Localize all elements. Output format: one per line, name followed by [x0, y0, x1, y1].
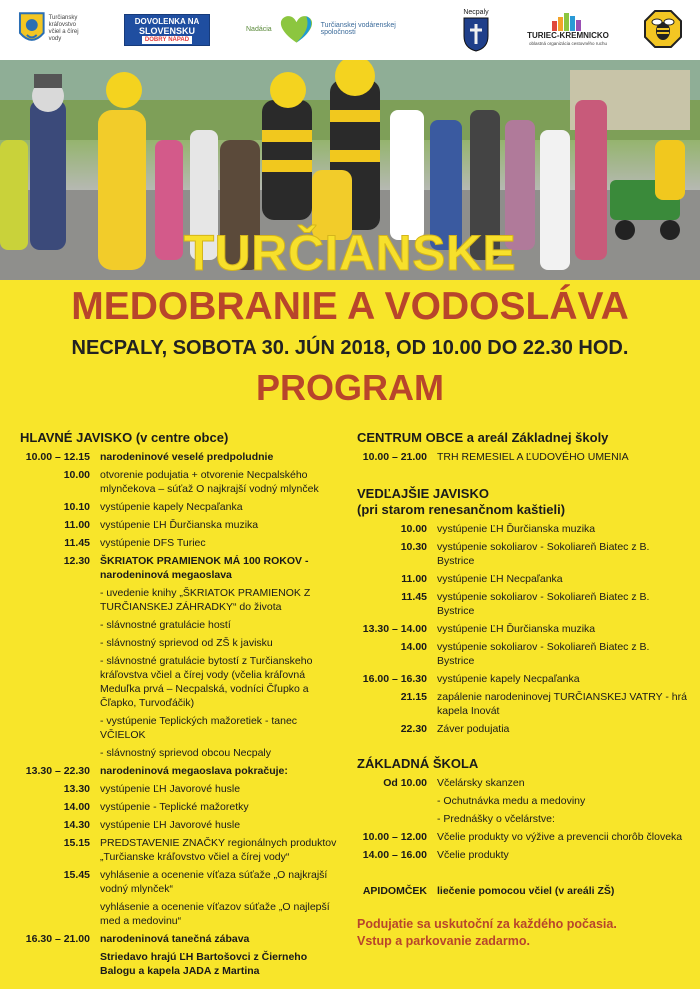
schedule-row [20, 818, 340, 832]
schedule-row [357, 812, 687, 826]
nadacia-name: Turčianskej vodárenskej spoločnosti [320, 22, 396, 36]
beekeeper-octagon-logo [643, 8, 683, 50]
schedule-description: Záver podujatia [437, 723, 510, 735]
centrum-rows [357, 450, 687, 468]
schedule-time: 12.30 [63, 555, 90, 567]
schedule-description: vystúpenie kapely Necpaľanka [437, 673, 580, 685]
schedule-time [20, 900, 100, 928]
schedule-time: 15.45 [63, 869, 90, 881]
schedule-time: Od 10.00 [383, 777, 427, 789]
schedule-row [20, 468, 340, 496]
schedule-description: - Prednášky o včelárstve: [437, 813, 555, 825]
schedule-time: 14.30 [63, 819, 90, 831]
nadacia-word: Nadácia [246, 25, 272, 33]
schedule-description: zapálenie narodeninovej TURČIANSKEJ VATRY - hrá kapela Inovát [437, 691, 687, 717]
schedule-row [20, 782, 340, 796]
schedule-time: 10.00 – 21.00 [362, 451, 427, 463]
sponsor-logo-bar [0, 0, 700, 60]
apidomcek-desc: liečenie pomocou včiel (v areáli ZŠ) [437, 885, 615, 897]
schedule-row [357, 722, 687, 736]
entry-note: Vstup a parkovanie zadarmo. [357, 934, 530, 948]
schedule-description: - vystúpenie Teplických mažoretiek - tanec VČIELOK [100, 715, 298, 741]
program-heading: PROGRAM [256, 367, 444, 408]
schedule-row [20, 764, 340, 778]
schedule-description: Včelie produkty [437, 849, 509, 861]
schedule-row [20, 932, 340, 946]
weather-note: Podujatie sa uskutoční za každého počasia. [357, 917, 617, 931]
schedule-description: vystúpenie ĽH Ďurčianska muzika [437, 523, 596, 535]
schedule-row [20, 714, 340, 742]
schedule-time: 10.00 [63, 469, 90, 481]
schedule-row [357, 522, 687, 536]
schedule-time [20, 618, 100, 632]
dovolenka-logo [124, 14, 210, 46]
schedule-description: vystúpenie sokoliarov - Sokoliareň Biatec z B. Bystrice [437, 641, 650, 667]
schedule-time: 10.30 [400, 541, 427, 553]
schedule-description: vystúpenie kapely Necpaľanka [100, 501, 243, 513]
schedule-description: - slávnostný sprievod od ZŠ k javisku [100, 637, 273, 649]
schedule-row [20, 450, 340, 464]
centrum-heading: CENTRUM OBCE a areál Základnej školy [357, 430, 609, 445]
turiec-kralovstvo-logo [18, 10, 88, 48]
schedule-row [20, 618, 340, 632]
schedule-description: PREDSTAVENIE ZNAČKY regionálnych produktov „Turčianske kráľovstvo včiel a čírej vody“ [100, 837, 337, 863]
schedule-row [20, 518, 340, 532]
schedule-description: - slávnostné gratulácie hostí [100, 619, 231, 631]
schedule-row [357, 590, 687, 618]
apidomcek-row [357, 884, 687, 898]
schedule-row [357, 622, 687, 636]
turiec-logo-text: Turčiansky kráľovstvo včiel a čírej vody [48, 15, 79, 42]
schedule-description: ŠKRIATOK PRAMIENOK MÁ 100 ROKOV - narodeninová megaoslava [100, 555, 309, 581]
schedule-row [357, 830, 687, 844]
schedule-row [20, 536, 340, 550]
schedule-description: otvorenie podujatia + otvorenie Necpalského mlynčekova – súťaž O najkrajší vodný mlynček [100, 469, 319, 495]
schedule-time [357, 812, 437, 826]
title-turcianske: TURČIANSKE [183, 225, 517, 281]
necpaly-shield-icon [462, 16, 490, 52]
schedule-row [357, 572, 687, 586]
vedlajsie-subheading: (pri starom renesančnom kaštieli) [357, 502, 566, 517]
schedule-time: 13.30 – 22.30 [25, 765, 90, 777]
main-stage-rows [20, 450, 340, 982]
row-gap [20, 978, 340, 982]
schedule-row [20, 900, 340, 928]
heart-drop-icon [275, 13, 318, 45]
skola-heading: ZÁKLADNÁ ŠKOLA [357, 756, 479, 771]
schedule-time: 14.00 [63, 801, 90, 813]
schedule-description: vystúpenie - Teplické mažoretky [100, 801, 249, 813]
schedule-time [20, 714, 100, 742]
schedule-time: 14.00 – 16.00 [362, 849, 427, 861]
vedlajsie-rows [357, 522, 687, 740]
schedule-description: Včelie produkty vo výžive a prevencii chorôb človeka [437, 831, 683, 843]
bee-crest-icon [18, 11, 46, 47]
schedule-description: Včelársky skanzen [437, 777, 525, 789]
schedule-row [20, 950, 340, 978]
schedule-description: vystúpenie ĽH Ďurčianska muzika [100, 519, 259, 531]
event-date-line: NECPALY, SOBOTA 30. JÚN 2018, OD 10.00 DO 22.30 HOD. [71, 337, 629, 359]
schedule-time [20, 746, 100, 760]
dovolenka-line2: SLOVENSKU [138, 25, 195, 36]
schedule-row [357, 540, 687, 568]
schedule-time: 10.00 [400, 523, 427, 535]
dovolenka-line1: DOVOLENKA NA [134, 16, 200, 26]
schedule-row [357, 794, 687, 808]
schedule-description: TRH REMESIEL A ĽUDOVÉHO UMENIA [437, 451, 629, 463]
schedule-row [357, 450, 687, 464]
schedule-row [20, 746, 340, 760]
schedule-row [20, 636, 340, 650]
schedule-time: 15.15 [63, 837, 90, 849]
schedule-description: vystúpenie ĽH Javorové husle [100, 819, 241, 831]
main-stage-heading: HLAVNÉ JAVISKO (v centre obce) [20, 430, 229, 445]
schedule-row [20, 500, 340, 514]
schedule-row [357, 776, 687, 790]
turiec-kremnicko-sub: oblastná organizácia cestovného ruchu [528, 41, 608, 46]
schedule-time: 10.10 [63, 501, 90, 513]
schedule-time: 22.30 [400, 723, 427, 735]
apidomcek-label: APIDOMČEK [362, 885, 427, 897]
title-medobranie: MEDOBRANIE A VODOSLÁVA [71, 285, 629, 328]
schedule-time [20, 586, 100, 614]
schedule-description: Striedavo hrajú ĽH Bartošovci z Čierneho Balogu a kapela JADA z Martina [100, 951, 308, 977]
schedule-time [20, 950, 100, 978]
schedule-time: 13.30 [63, 783, 90, 795]
dovolenka-line3: DOBRÝ NÁPAD [142, 36, 192, 44]
schedule-row [357, 672, 687, 686]
turiec-kremnicko-logo [522, 10, 614, 50]
schedule-description: vystúpenie ĽH Javorové husle [100, 783, 241, 795]
schedule-description: - slávnostné gratulácie bytostí z Turčianskeho kráľovstva včiel a čírej vody (včelia kráľovná Meduľka prvá – Necpalská, vodníci Čľupko a Čľapko, Turvoďáčik) [100, 655, 313, 709]
schedule-time: 11.00 [401, 573, 427, 585]
schedule-row [20, 554, 340, 582]
turiec-kremnicko-label: TURIEC-KREMNICKO [527, 31, 609, 40]
schedule-description: narodeninová megaoslava pokračuje: [100, 765, 288, 777]
schedule-time [357, 794, 437, 808]
main-stage-schedule [20, 430, 340, 982]
nadacia-logo [246, 12, 428, 46]
schedule-row [20, 868, 340, 896]
schedule-row [357, 640, 687, 668]
bar-stripes-icon [551, 13, 585, 31]
schedule-time: 11.00 [64, 519, 90, 531]
schedule-row [20, 800, 340, 814]
side-schedule [357, 430, 687, 950]
necpaly-label: Necpaly [463, 8, 489, 16]
necpaly-crest [458, 4, 494, 56]
schedule-description: vystúpenie sokoliarov - Sokoliareň Biatec z B. Bystrice [437, 541, 650, 567]
schedule-description: narodeninové veselé predpoludnie [100, 451, 274, 463]
octagon-bee-icon [644, 10, 682, 48]
schedule-time: 11.45 [64, 537, 90, 549]
schedule-description: vystúpenie DFS Turiec [100, 537, 206, 549]
schedule-row [20, 836, 340, 864]
schedule-time: 14.00 [400, 641, 427, 653]
schedule-time: 16.00 – 16.30 [362, 673, 427, 685]
schedule-row [357, 690, 687, 718]
schedule-row [20, 586, 340, 614]
schedule-time [20, 636, 100, 650]
schedule-row [20, 654, 340, 710]
schedule-row [357, 848, 687, 862]
schedule-time [20, 654, 100, 710]
schedule-description: vyhlásenie a ocenenie víťazov súťaže „O najlepší med a medovinu“ [100, 901, 330, 927]
schedule-description: - slávnostný sprievod obcou Necpaly [100, 747, 272, 759]
schedule-description: - Ochutnávka medu a medoviny [437, 795, 586, 807]
schedule-time: 13.30 – 14.00 [362, 623, 427, 635]
schedule-description: vystúpenie ĽH Ďurčianska muzika [437, 623, 596, 635]
skola-rows [357, 776, 687, 866]
schedule-time: 10.00 – 12.00 [362, 831, 427, 843]
schedule-time: 16.30 – 21.00 [25, 933, 90, 945]
schedule-description: vyhlásenie a ocenenie víťaza súťaže „O najkrajší vodný mlynček“ [100, 869, 328, 895]
schedule-time: 10.00 – 12.15 [25, 451, 90, 463]
schedule-time: 11.45 [401, 591, 427, 603]
schedule-time: 21.15 [400, 691, 427, 703]
schedule-description: vystúpenie sokoliarov - Sokoliareň Biatec z B. Bystrice [437, 591, 650, 617]
vedlajsie-heading: VEDĽAJŠIE JAVISKO [357, 486, 489, 501]
schedule-description: - uvedenie knihy „ŠKRIATOK PRAMIENOK Z TURČIANSKEJ ZÁHRADKY“ do života [100, 587, 311, 613]
schedule-description: vystúpenie ĽH Necpaľanka [437, 573, 563, 585]
schedule-description: narodeninová tanečná zábava [100, 933, 250, 945]
